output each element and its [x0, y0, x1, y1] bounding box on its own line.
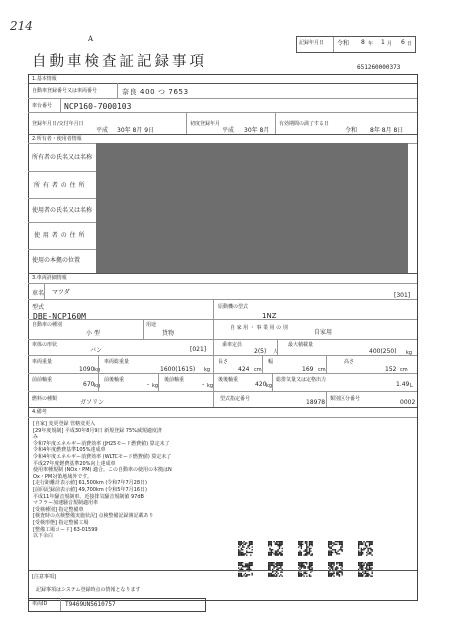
vehicle-id-label: 車両ID	[32, 601, 48, 607]
model-value: DBE-NCP160M	[33, 312, 86, 321]
remark-line: 平成27年度燃費基準20%向上達成車	[33, 460, 116, 467]
maxload-value: 400(250)	[369, 348, 397, 355]
private-label: 自 家 用 ・ 事 業 用 の 別	[230, 325, 288, 331]
redacted-block	[96, 143, 408, 274]
sec1-header: 1.基本情報	[32, 76, 57, 82]
weight-value: 1090	[79, 366, 95, 373]
weight-label: 車両重量	[32, 359, 53, 365]
qr-code	[358, 541, 373, 556]
first-year-era: 平成	[222, 127, 235, 134]
record-date-label: 記録年月日	[299, 40, 325, 46]
use-label: 用途	[146, 322, 157, 328]
remark-line: [自家] 変更登録 管轄変更入	[33, 421, 96, 427]
first-reg-label: 登録年月日/交付年月日	[32, 121, 84, 127]
qr-code	[298, 541, 313, 556]
notes-text: 記録事項はシステム登録時点の情報となります	[36, 587, 141, 593]
cap-unit: 人	[273, 349, 279, 355]
serial-number: 651260000373	[357, 64, 401, 71]
remark-line: 令和4年度エネルギー消費効率 (WLTCモード燃費値) 算定未了	[33, 454, 172, 460]
record-date-day-unit: 日	[407, 41, 413, 47]
remark-line: [29年度規制] 平成30年8月9日 新規登録 75%減規適度済	[33, 427, 162, 434]
page-title: 自動車検査証記録事項	[32, 54, 207, 70]
fr-value: -	[147, 381, 150, 388]
expiry-value: 8年 8月 8日	[370, 127, 404, 134]
first-reg-era: 平成	[96, 127, 109, 134]
body-label: 車体の形状	[32, 342, 58, 348]
ff-value: 670	[83, 381, 95, 388]
chassis-value: NCP160-7000103	[64, 102, 132, 111]
form-mark: A	[88, 35, 94, 43]
qr-code	[238, 541, 253, 556]
fr-unit: kg	[152, 383, 159, 389]
remark-line: Ox・PM対策地域外です。	[33, 473, 92, 480]
qr-code	[328, 541, 343, 556]
remark-line: 以下余白	[33, 533, 54, 540]
sec2-header: 2.所有者・使用者情報	[32, 136, 82, 142]
record-date-month-unit: 月	[387, 41, 393, 47]
handwritten-number: 214	[10, 19, 33, 33]
height-unit: cm	[400, 367, 408, 373]
ff-unit: kg	[94, 383, 101, 389]
rr-unit: kg	[266, 383, 273, 389]
record-date-month: 1	[381, 39, 385, 46]
base-label: 使用の本拠の位置	[32, 257, 81, 264]
qr-code	[268, 541, 283, 556]
kind-label: 自動車の種別	[32, 322, 63, 328]
type-no-value: 18978	[306, 399, 326, 406]
user-name-label: 使用者の氏名又は名称	[32, 207, 93, 214]
record-date-year-unit: 年	[368, 41, 374, 47]
notes-header: [注意事項]	[32, 574, 56, 580]
private-value: 自家用	[314, 329, 333, 336]
engine-label: 原動機の型式	[218, 304, 249, 310]
first-year-value: 30年 8月	[244, 127, 270, 134]
disp-value: 1.49	[396, 381, 410, 388]
gross-unit: kg	[204, 367, 211, 373]
remark-line: 令和7年度エネルギー消費効率 (JH25モード燃費値) 算定未了	[33, 440, 170, 447]
height-label: 高さ	[344, 359, 355, 365]
remark-line: 使用車種規制 (NOx・PM) 適合。この自動車の使用の本拠はN	[33, 467, 172, 474]
maker-value: マツダ	[52, 289, 70, 296]
vehicle-id-box	[28, 598, 206, 612]
use-value: 貨物	[162, 330, 175, 337]
maxload-label: 最大積載量	[288, 342, 314, 348]
gross-value: 1600(1615)	[160, 366, 196, 373]
remark-line: 平成11年騒音規制車、近接排気騒音規制値 97dB	[33, 493, 144, 500]
kind-value: 小 型	[86, 330, 100, 337]
length-value: 424	[238, 366, 250, 373]
expiry-era: 令和	[345, 127, 358, 134]
maxload-unit: kg	[406, 350, 413, 356]
remark-line: み	[33, 434, 39, 441]
fuel-value: ガソリン	[80, 399, 105, 406]
ff-label: 前前軸重	[32, 377, 53, 383]
cat-no-value: 0002	[400, 399, 416, 406]
user-addr-label: 使 用 者 の 住 所	[34, 232, 86, 239]
disp-label: 総排気量又は定格出力	[276, 377, 327, 383]
height-value: 152	[385, 366, 397, 373]
fuel-label: 燃料の種類	[32, 396, 58, 402]
body-code: [021]	[190, 346, 207, 353]
fr-label: 前後軸重	[104, 377, 125, 383]
width-value: 169	[302, 366, 314, 373]
chassis-label: 車台番号	[32, 103, 53, 109]
remark-line: 令和4年度燃費基準105%達成車	[33, 447, 106, 454]
first-reg-value: 30年 8月 9日	[117, 127, 155, 134]
record-date-year: 8	[361, 39, 365, 46]
disp-unit: L	[410, 383, 413, 389]
expiry-label: 有効期間の満了する日	[279, 121, 330, 127]
gross-label: 車両総重量	[104, 359, 130, 365]
length-label: 長さ	[218, 359, 229, 365]
remark-line: [受検種別] 指定整備車	[33, 506, 84, 513]
first-year-label: 初度登録年月	[190, 121, 221, 127]
engine-value: 1NZ	[262, 312, 277, 320]
maker-code: [301]	[394, 292, 411, 299]
width-label: 幅	[268, 359, 274, 365]
record-date-era: 令和	[337, 40, 350, 47]
remark-line: [受検形態] 指定整備工場	[33, 520, 89, 526]
cap-value: 2(5)	[254, 348, 267, 355]
type-no-label: 型式指定番号	[220, 396, 251, 402]
owner-addr-label: 所 有 者 の 住 所	[34, 182, 86, 189]
rr-value: 420	[255, 381, 267, 388]
qr-code-group	[238, 541, 388, 579]
sec3-header: 3.車両詳細情報	[32, 275, 67, 281]
cap-label: 乗車定員	[222, 342, 243, 348]
reg-label: 自動車登録番号又は車両番号	[32, 88, 98, 94]
rf-value: -	[202, 381, 205, 388]
model-label: 型式	[32, 304, 45, 311]
remark-line: マフラー加速騒音規制適用車	[33, 500, 99, 507]
vehicle-id-value: T9469UN5610757	[65, 601, 116, 608]
reg-value: 奈良 400 つ 7653	[122, 88, 189, 96]
remark-line: [整備工場コード] 63-01599	[33, 526, 98, 533]
rf-label: 後前軸重	[164, 377, 185, 383]
rf-unit: kg	[207, 383, 214, 389]
sec4-header: 4.備考	[32, 409, 47, 415]
cat-no-label: 類別区分番号	[330, 396, 361, 402]
body-value: バン	[90, 347, 103, 354]
length-unit: cm	[254, 367, 262, 373]
maker-label: 車名	[32, 290, 45, 297]
record-date-day: 6	[401, 39, 405, 46]
rr-label: 後後軸重	[218, 377, 239, 383]
remark-line: [検査時の点検整備実施状況] 点検整備記録簿記載あり	[33, 513, 154, 520]
remark-line: [前回記録前表示値] 49,700km (令和5年7月16日)	[33, 487, 147, 493]
weight-unit: kg	[94, 367, 101, 373]
remark-line: [走行距離計表示値] 61,500km (令和7年7月28日)	[33, 480, 147, 487]
owner-name-label: 所有者の氏名又は名称	[32, 154, 93, 161]
width-unit: cm	[318, 367, 326, 373]
